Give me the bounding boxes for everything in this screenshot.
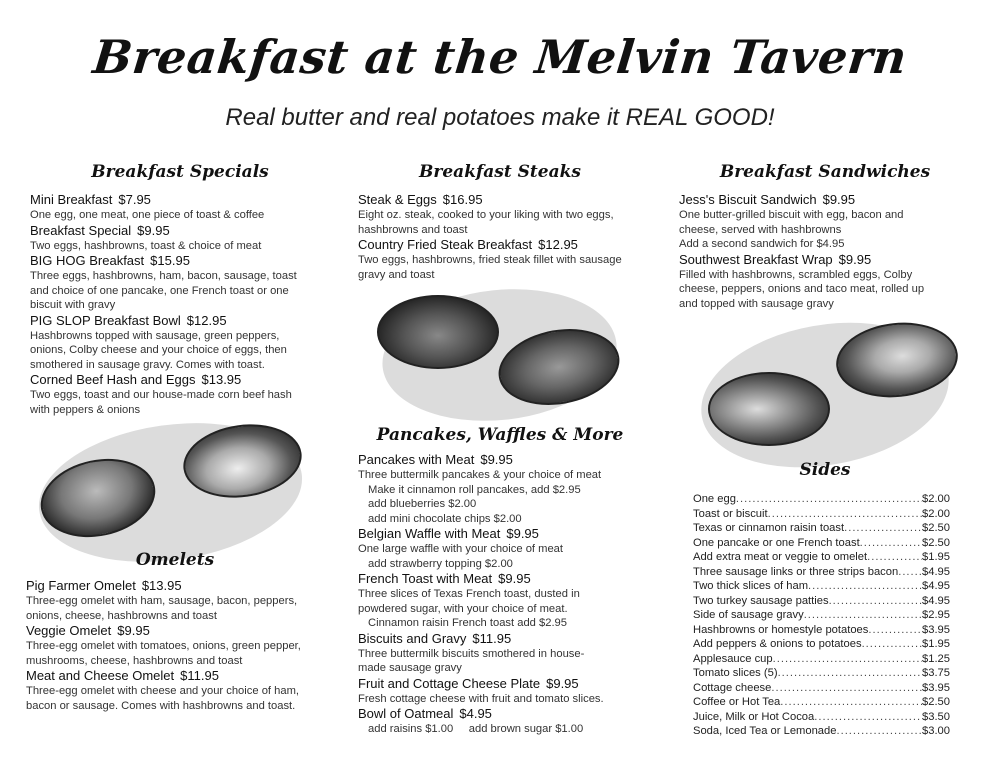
- menu-item: [30, 372, 330, 417]
- item-description: Eight oz. steak, cooked to your liking with two eggs,: [358, 209, 614, 221]
- side-price: $2.00: [922, 493, 950, 505]
- item-name: Corned Beef Hash and Eggs $13.95: [30, 372, 242, 387]
- list-item: [693, 652, 950, 667]
- item-price: $9.95: [480, 452, 513, 467]
- list-item: [693, 521, 950, 536]
- leader-dots: [768, 507, 922, 522]
- list-item: [693, 710, 950, 725]
- list-item: [693, 550, 950, 565]
- item-description: gravy and toast: [358, 268, 435, 281]
- leader-dots: [814, 710, 922, 725]
- side-name: Add extra meat or veggie to omelet: [693, 551, 868, 563]
- menu-item: [30, 192, 330, 223]
- item-name: Meat and Cheese Omelet $11.95: [26, 668, 219, 683]
- heading-breakfast-sandwiches: Breakfast Sandwiches: [719, 162, 931, 182]
- item-addon: add raisins $1.00 add brown sugar $1.00: [368, 723, 584, 735]
- item-description: Two eggs, hashbrowns, fried steak fillet with sausage: [358, 254, 622, 266]
- side-price: $4.95: [922, 565, 950, 578]
- sandwiches-list: [679, 192, 969, 311]
- item-name: BIG HOG Breakfast $15.95: [30, 253, 190, 268]
- side-price: $2.50: [922, 536, 950, 549]
- side-price: $2.00: [922, 507, 950, 520]
- list-item: [693, 681, 950, 696]
- side-price: $1.95: [922, 551, 950, 563]
- item-description: and choice of one pancake, one French toast or one: [30, 284, 289, 297]
- sides-list: [693, 492, 950, 739]
- side-price: $3.00: [922, 725, 950, 737]
- heading-sides: Sides: [799, 460, 851, 480]
- menu-item: [30, 223, 330, 254]
- item-name: Pig Farmer Omelet $13.95: [26, 578, 182, 593]
- leader-dots: [867, 550, 922, 565]
- side-price: $4.95: [922, 580, 950, 592]
- side-price: $1.25: [922, 652, 950, 665]
- item-name: Pancakes with Meat $9.95: [358, 452, 513, 467]
- item-name: Belgian Waffle with Meat $9.95: [358, 526, 539, 541]
- item-description: Three slices of Texas French toast, dusted in: [358, 588, 580, 600]
- item-description: Filled with hashbrowns, scrambled eggs, Colby: [679, 268, 913, 281]
- side-price: $2.95: [922, 609, 950, 621]
- item-price: $9.95: [822, 192, 856, 207]
- menu-item: [358, 571, 658, 631]
- item-price: $12.95: [538, 237, 578, 252]
- item-addon: Cinnamon raisin French toast add $2.95: [368, 617, 568, 629]
- item-addon: Make it cinnamon roll pancakes, add $2.95: [368, 483, 581, 496]
- item-addon: add strawberry topping $2.00: [368, 557, 513, 570]
- item-name: Mini Breakfast $7.95: [30, 192, 151, 207]
- item-price: $13.95: [141, 578, 182, 593]
- item-addon: add blueberries $2.00: [368, 498, 477, 510]
- item-price: $15.95: [150, 253, 190, 268]
- item-description: bacon or sausage. Comes with hashbrowns and toast.: [26, 699, 296, 712]
- specials-list: [30, 192, 330, 417]
- item-name: Jess's Biscuit Sandwich $9.95: [679, 192, 856, 207]
- item-price: $4.95: [459, 706, 492, 721]
- pancakes-list: [358, 452, 658, 737]
- side-price: $4.95: [922, 594, 950, 607]
- item-description: made sausage gravy: [358, 662, 462, 674]
- leader-dots: [778, 666, 922, 681]
- menu-item: [358, 237, 658, 282]
- item-description: One butter-grilled biscuit with egg, bacon and: [679, 209, 904, 221]
- menu-item: [30, 313, 330, 373]
- item-description: Fresh cottage cheese with fruit and tomato slices.: [358, 692, 604, 705]
- item-description: Three-egg omelet with ham, sausage, bacon, peppers,: [26, 595, 298, 607]
- side-price: $3.95: [922, 681, 950, 694]
- item-description: Hashbrowns topped with sausage, green peppers,: [30, 329, 280, 342]
- leader-dots: [771, 681, 922, 696]
- item-description: Add a second sandwich for $4.95: [679, 238, 845, 250]
- item-price: $9.95: [546, 675, 579, 691]
- item-price: $13.95: [201, 372, 242, 387]
- item-description: onions, Colby cheese and your choice of eggs, then: [30, 344, 287, 356]
- item-description: Two eggs, toast and our house-made corn beef hash: [30, 389, 292, 401]
- side-name: Coffee or Hot Tea: [693, 696, 781, 708]
- side-name: Two turkey sausage patties: [693, 594, 829, 607]
- side-price: $3.75: [922, 667, 950, 679]
- leader-dots: [860, 536, 922, 551]
- side-name: Three sausage links or three strips bacon: [693, 565, 899, 578]
- menu-item: [30, 253, 330, 313]
- menu-item: [358, 526, 658, 571]
- menu-item: [679, 192, 969, 252]
- menu-title: Breakfast at the Melvin Tavern: [90, 30, 910, 84]
- item-description: hashbrowns and toast: [358, 223, 468, 236]
- item-price: $9.95: [838, 251, 872, 267]
- item-name: Bowl of Oatmeal $4.95: [358, 706, 492, 721]
- menu-item: [26, 578, 336, 623]
- item-description: cheese, served with hashbrowns: [679, 223, 842, 236]
- side-name: Toast or biscuit: [693, 507, 768, 520]
- item-name: French Toast with Meat $9.95: [358, 571, 531, 586]
- menu-item: [679, 252, 969, 312]
- item-price: $7.95: [118, 192, 151, 207]
- menu-item: [358, 192, 658, 237]
- side-name: Add peppers & onions to potatoes: [693, 638, 862, 650]
- side-name: Soda, Iced Tea or Lemonade: [693, 725, 837, 737]
- menu-item: [358, 676, 658, 707]
- menu-item: [358, 706, 658, 737]
- leader-dots: [773, 652, 922, 667]
- item-description: One large waffle with your choice of meat: [358, 543, 564, 555]
- item-description: Three buttermilk biscuits smothered in house-: [358, 647, 585, 660]
- list-item: [693, 492, 950, 507]
- item-description: One egg, one meat, one piece of toast & coffee: [30, 209, 265, 221]
- side-name: Side of sausage gravy: [693, 609, 804, 621]
- item-price: $11.95: [180, 668, 219, 683]
- list-item: [693, 637, 950, 652]
- item-description: powdered sugar, with your choice of meat.: [358, 602, 568, 615]
- leader-dots: [836, 724, 922, 739]
- leader-dots: [898, 565, 922, 580]
- item-description: Three buttermilk pancakes & your choice of meat: [358, 469, 602, 481]
- leader-dots: [804, 608, 922, 623]
- item-price: $9.95: [506, 526, 539, 541]
- item-price: $9.95: [137, 222, 170, 238]
- leader-dots: [862, 637, 922, 652]
- menu-item: [358, 631, 658, 676]
- item-name: Southwest Breakfast Wrap $9.95: [679, 251, 872, 267]
- menu-item: [358, 452, 658, 526]
- side-name: Texas or cinnamon raisin toast: [693, 522, 845, 534]
- list-item: [693, 536, 950, 551]
- side-name: One egg: [693, 493, 736, 505]
- item-description: smothered in sausage gravy. Comes with toast.: [30, 358, 265, 371]
- list-item: [693, 507, 950, 522]
- leader-dots: [844, 521, 922, 536]
- side-name: Juice, Milk or Hot Cocoa: [693, 710, 815, 723]
- menu-tagline: Real butter and real potatoes make it REAL GOOD!: [225, 104, 775, 131]
- heading-breakfast-steaks: Breakfast Steaks: [419, 162, 581, 182]
- list-item: [693, 695, 950, 710]
- list-item: [693, 608, 950, 623]
- leader-dots: [736, 492, 922, 507]
- item-price: $11.95: [472, 630, 512, 646]
- item-description: Three-egg omelet with tomatoes, onions, green pepper,: [26, 640, 301, 652]
- item-description: Three eggs, hashbrowns, ham, bacon, sausage, toast: [30, 270, 297, 282]
- item-description: cheese, peppers, onions and taco meat, rolled up: [679, 283, 925, 295]
- food-photo-steak-eggs: [377, 295, 499, 369]
- menu-item: [26, 623, 336, 668]
- side-name: Tomato slices (5): [693, 667, 778, 679]
- list-item: [693, 623, 950, 638]
- heading-pancakes-waffles: Pancakes, Waffles & More: [376, 425, 624, 445]
- omelets-list: [26, 578, 336, 713]
- item-description: mushrooms, cheese, hashbrowns and toast: [26, 654, 243, 667]
- item-name: Breakfast Special $9.95: [30, 222, 170, 238]
- item-description: and topped with sausage gravy: [679, 297, 834, 310]
- item-description: with peppers & onions: [30, 403, 141, 416]
- leader-dots: [868, 623, 922, 638]
- food-photo-biscuit-sandwich: [708, 372, 830, 446]
- item-name: PIG SLOP Breakfast Bowl $12.95: [30, 312, 227, 328]
- side-name: Cottage cheese: [693, 681, 772, 694]
- steaks-list: [358, 192, 658, 282]
- item-price: $16.95: [442, 192, 483, 207]
- list-item: [693, 579, 950, 594]
- item-price: $9.95: [117, 623, 150, 638]
- item-name: Steak & Eggs $16.95: [358, 192, 483, 207]
- item-name: Fruit and Cottage Cheese Plate $9.95: [358, 675, 579, 691]
- side-price: $1.95: [922, 638, 950, 650]
- item-description: Two eggs, hashbrowns, toast & choice of meat: [30, 239, 262, 252]
- side-price: $2.50: [922, 696, 950, 708]
- item-description: Three-egg omelet with cheese and your choice of ham,: [26, 685, 300, 697]
- side-price: $2.50: [922, 522, 950, 534]
- list-item: [693, 594, 950, 609]
- item-name: Country Fried Steak Breakfast $12.95: [358, 237, 578, 252]
- item-addon: add mini chocolate chips $2.00: [368, 512, 522, 525]
- heading-breakfast-specials: Breakfast Specials: [91, 162, 269, 182]
- side-name: Hashbrowns or homestyle potatoes: [693, 623, 869, 636]
- item-price: $12.95: [186, 312, 227, 328]
- list-item: [693, 565, 950, 580]
- side-price: $3.95: [922, 623, 950, 636]
- side-price: $3.50: [922, 710, 950, 723]
- item-description: onions, cheese, hashbrowns and toast: [26, 609, 217, 622]
- item-price: $9.95: [498, 571, 531, 586]
- side-name: Two thick slices of ham: [693, 580, 809, 592]
- side-name: One pancake or one French toast: [693, 536, 860, 549]
- item-name: Biscuits and Gravy $11.95: [358, 630, 512, 646]
- leader-dots: [808, 579, 922, 594]
- item-name: Veggie Omelet $9.95: [26, 623, 150, 638]
- leader-dots: [829, 594, 922, 609]
- leader-dots: [780, 695, 922, 710]
- list-item: [693, 666, 950, 681]
- side-name: Applesauce cup: [693, 652, 773, 665]
- item-description: biscuit with gravy: [30, 299, 116, 311]
- menu-item: [26, 668, 336, 713]
- list-item: [693, 724, 950, 739]
- heading-omelets: Omelets: [135, 550, 215, 570]
